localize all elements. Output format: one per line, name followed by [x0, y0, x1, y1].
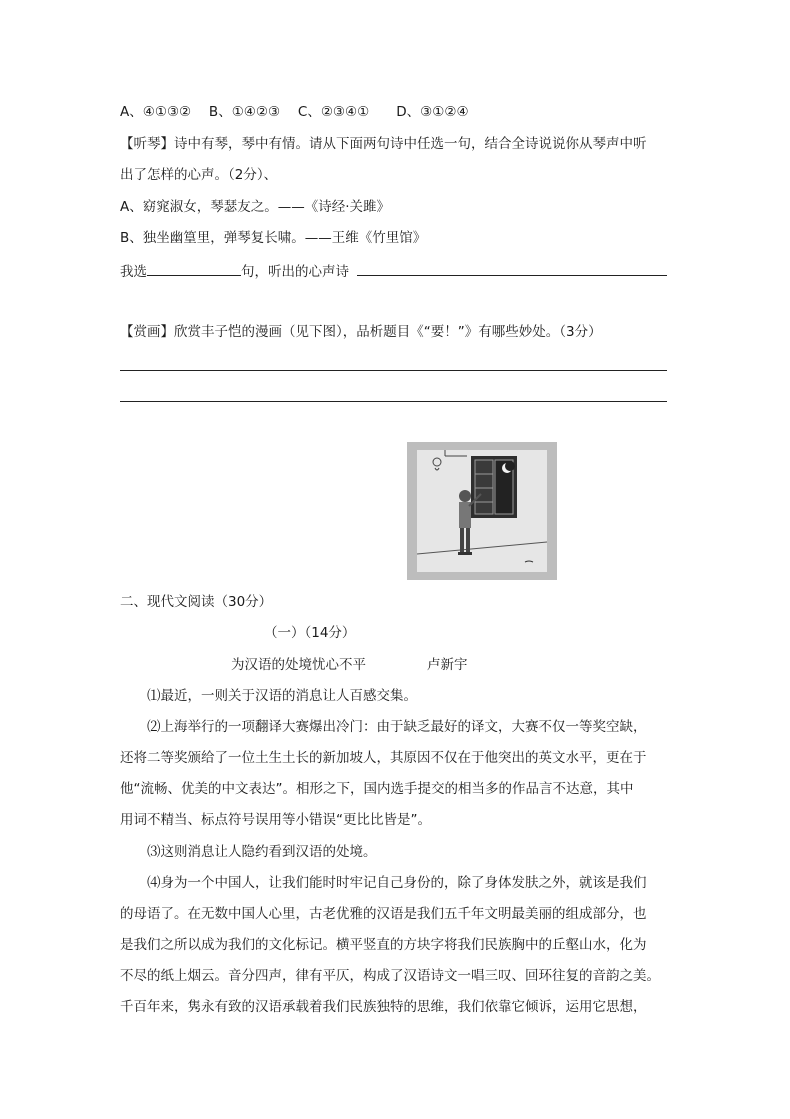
paragraph-4-line3: 是我们之所以成为我们的文化标记。横平竖直的方块字将我们民族胸中的丘壑山水，化为 [120, 937, 647, 953]
paragraph-4-line5: 千百年来，隽永有致的汉语承载着我们民族独特的思维，我们依靠它倾诉，运用它思想， [120, 999, 647, 1015]
tingqin-option-a: A、窈窕淑女，琴瑟友之。——《诗经·关雎》 [120, 199, 391, 215]
answer-line-2[interactable] [120, 401, 667, 402]
answer-blank-line[interactable] [357, 275, 667, 276]
paragraph-2-line4: 用词不精当、标点符号误用等小错误“更比比皆是”。 [120, 812, 431, 828]
cartoon-drawing [407, 442, 557, 580]
part-heading: （一）（14分） [264, 625, 356, 641]
paragraph-2-line2: 还将二等奖颁给了一位土生土长的新加坡人，其原因不仅在于他突出的英文水平，更在于 [120, 750, 647, 766]
paragraph-4-line2: 的母语了。在无数中国人心里，古老优雅的汉语是我们五千年文明最美丽的组成部分，也 [120, 906, 647, 922]
cartoon-image [407, 442, 557, 580]
paragraph-3: ⑶这则消息让人隐约看到汉语的处境。 [147, 844, 377, 860]
answer-line-1[interactable] [120, 370, 667, 371]
tingqin-answer-line [120, 261, 349, 281]
article-title: 为汉语的处境忧心不平 [231, 657, 366, 673]
paragraph-4-line1: ⑷身为一个中国人，让我们能时时牢记自己身份的，除了身体发肤之外，就该是我们 [147, 875, 647, 891]
answer-options: A、④①③② B、①④②③ C、②③④① D、③①②④ [120, 104, 469, 120]
choice-blank[interactable] [147, 261, 241, 276]
paragraph-2-line1: ⑵上海举行的一项翻译大赛爆出冷门：由于缺乏最好的译文，大赛不仅一等奖空缺， [147, 719, 647, 735]
tingqin-question-line1: 【听琴】诗中有琴，琴中有情。请从下面两句诗中任选一句，结合全诗说说你从琴声中听 [120, 136, 647, 152]
choose-mid: 句，听出的心声诗 [241, 264, 349, 280]
section-heading: 二、现代文阅读（30分） [120, 594, 273, 610]
paragraph-2-line3: 他“流畅、优美的中文表达”。相形之下，国内选手提交的相当多的作品言不达意，其中 [120, 781, 634, 797]
tingqin-option-b: B、独坐幽篁里，弹琴复长啸。——王维《竹里馆》 [120, 230, 427, 246]
paragraph-1: ⑴最近，一则关于汉语的消息让人百感交集。 [147, 688, 417, 704]
shanghua-question: 【赏画】欣赏丰子恺的漫画（见下图），品析题目《“要！”》有哪些妙处。（3分） [120, 324, 602, 340]
article-author: 卢新宇 [427, 657, 468, 673]
paragraph-4-line4: 不尽的纸上烟云。音分四声，律有平仄，构成了汉语诗文一唱三叹、回环往复的音韵之美。 [120, 968, 660, 984]
choose-prefix: 我选 [120, 264, 147, 280]
tingqin-question-line2: 出了怎样的心声。（2分）、 [120, 167, 278, 183]
